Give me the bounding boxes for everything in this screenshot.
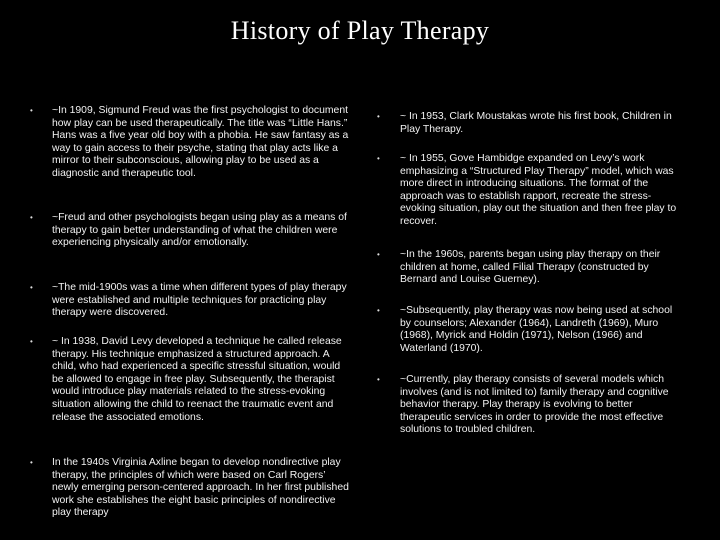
bullet-text: ~ In 1953, Clark Moustakas wrote his first book, Children in Play Therapy.	[400, 111, 672, 135]
bullet-glyph: •	[377, 250, 380, 259]
bullet-glyph: •	[30, 213, 33, 222]
bullet-text: ~Freud and other psychologists began using play as a means of therapy to gain better understanding of what the children were experiencing physically and/or emotionally.	[52, 212, 347, 249]
bullet-glyph: •	[30, 337, 33, 346]
bullet-text: ~Currently, play therapy consists of several models which involves (and is not limited to) family therapy and cognitive behavior therapy. Play therapy is evolving to better therapeutic services in order to provide the most effective solutions to troubled children.	[400, 374, 669, 436]
bullet-glyph: •	[377, 112, 380, 121]
bullet-glyph: •	[30, 458, 33, 467]
bullet-text: ~The mid-1900s was a time when different types of play therapy were established and multiple techniques for practicing play therapy were discovered.	[52, 282, 347, 319]
bullet-text: ~ In 1955, Gove Hambidge expanded on Levy’s work emphasizing a “Structured Play Therapy” model, which was more direct in introducing situations. The format of the approach was to establish rapport, recreate the stress-evoking situation, play out the situation and then free play to recover.	[400, 153, 677, 227]
bullet-glyph: •	[377, 154, 380, 163]
bullet-text: ~ In 1938, David Levy developed a technique he called release therapy. His technique emphasized a structured approach. A child, who had experienced a specific stressful situation, would be allowed to engage in free play. Subsequently, the therapist would introduce play materials related to the stress-evoking situation allowing the child to reenact the traumatic event and release the associated emotions.	[52, 336, 342, 423]
slide-title: History of Play Therapy	[230, 16, 490, 45]
bullet-text: ~In the 1960s, parents began using play therapy on their children at home, called Filial Therapy (constructed by Bernard and Louise Guerney).	[400, 249, 661, 286]
bullet-glyph: •	[377, 375, 380, 384]
bullet-text: ~Subsequently, play therapy was now being used at school by counselors; Alexander (1964), Landreth (1969), Muro (1968), Myrick and Holdin (1971), Nelson (1966) and Waterland (1970).	[400, 305, 673, 354]
bullet-text: In the 1940s Virginia Axline began to develop nondirective play therapy, the principles of which were based on Carl Rogers’ newly emerging person-centered approach. In her first published work she establishes the eight basic principles of nondirective play therapy	[52, 457, 349, 519]
bullet-text: ~In 1909, Sigmund Freud was the first psychologist to document how play can be used therapeutically. The title was “Little Hans.” Hans was a five year old boy with a phobia. He saw fantasy as a way to gain access to their psyche, stating that play acts like a mirror to their subconscious, allowing play to be used as a diagnostic and therapeutic tool.	[52, 105, 349, 179]
bullet-glyph: •	[30, 283, 33, 292]
bullet-glyph: •	[30, 106, 33, 115]
bullet-glyph: •	[377, 306, 380, 315]
